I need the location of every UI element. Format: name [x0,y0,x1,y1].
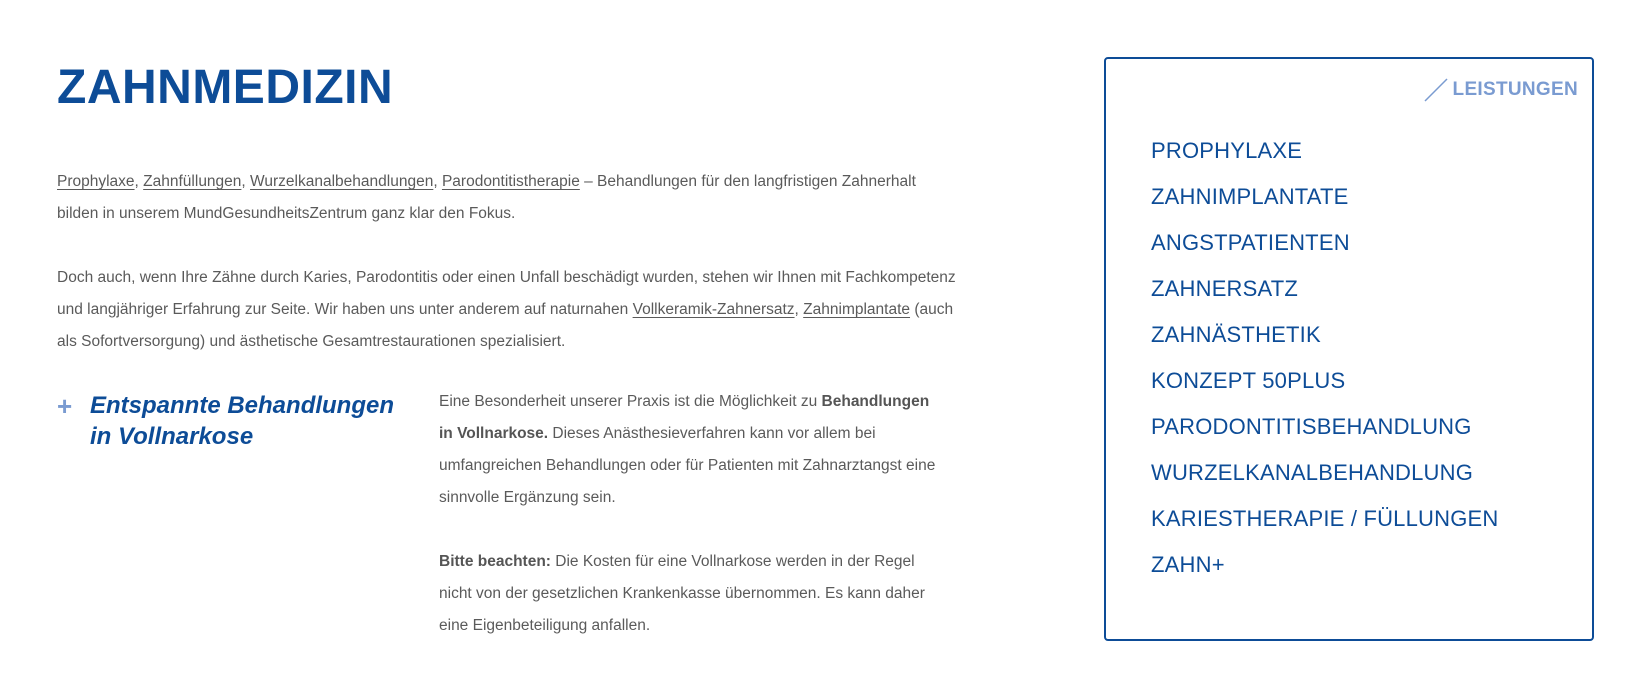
sidebar-item-zahnersatz[interactable]: ZAHNERSATZ [1151,276,1299,301]
intro-paragraph: Prophylaxe, Zahnfüllungen, Wurzelkanalbehandlungen, Parodontitistherapie – Behandlungen für den langfristigen Zahnerhalt bilden in unserem MundGesundheitsZentrum ganz klar den Fokus. [57,173,916,222]
link-zahnfuellungen[interactable]: Zahnfüllungen [143,173,242,190]
plus-icon[interactable]: + [57,391,73,421]
sidebar-item-zahn-plus[interactable]: ZAHN+ [1151,552,1225,577]
section-heading[interactable]: Entspannte Behandlungen in Vollnarkose [90,392,395,450]
sidebar-menu [1151,134,1499,594]
sidebar-item-parodontitisbehandlung[interactable]: PARODONTITISBEHANDLUNG [1151,414,1472,439]
sidebar-item-kariestherapie[interactable]: KARIESTHERAPIE / FÜLLUNGEN [1151,506,1499,531]
sidebar-item-zahnaesthetik[interactable]: ZAHNÄSTHETIK [1151,322,1321,347]
link-prophylaxe[interactable]: Prophylaxe [57,173,135,190]
services-sidebar [1104,57,1594,641]
section-body [439,386,939,642]
cost-note-paragraph: Bitte beachten: Die Kosten für eine Vollnarkose werden in der Regel nicht von der gesetzlichen Krankenkasse übernommen. Es kann daher eine Eigenbeteiligung anfallen. [439,553,925,634]
cost-note-label: Bitte beachten: [439,553,551,570]
anesthesia-paragraph: Eine Besonderheit unserer Praxis ist die Möglichkeit zu Behandlungen in Vollnarkose. Dieses Anästhesieverfahren kann vor allem bei umfangreichen Behandlungen oder für Patienten mit Zahnarztangst eine sinnvolle Ergänzung sein. [439,393,936,506]
sidebar-item-angstpatienten[interactable]: ANGSTPATIENTEN [1151,230,1350,255]
link-parodontitistherapie[interactable]: Parodontitistherapie [441,173,580,190]
sidebar-header [1423,77,1578,103]
link-vollkeramik-zahnersatz[interactable]: Vollkeramik-Zahnersatz [632,301,795,318]
anesthesia-bold: Behandlungen in Vollnarkose. [439,393,930,442]
sidebar-item-prophylaxe[interactable]: PROPHYLAXE [1151,138,1303,163]
intro-text: – Behandlungen für den langfristigen Zahnerhalt bilden in unserem MundGesundheitsZentrum ganz klar den Fokus. [57,173,916,222]
expertise-paragraph: Doch auch, wenn Ihre Zähne durch Karies, Parodontitis oder einen Unfall beschädigt wurden, stehen wir Ihnen mit Fachkompetenz und langjähriger Erfahrung zur Seite. Wir haben uns unter anderem auf naturnahen Vollkeramik-Zahnersatz, Zahnimplantate (auch als Sofortversorgung) und ästhetische Gesamtrestaurationen spezialisiert. [57,269,956,350]
link-wurzelkanalbehandlungen[interactable]: Wurzelkanalbehandlungen [250,173,434,190]
page-title: ZAHNMEDIZIN [57,61,394,114]
sidebar-item-wurzelkanalbehandlung[interactable]: WURZELKANALBEHANDLUNG [1151,460,1474,485]
link-zahnimplantate[interactable]: Zahnimplantate [803,301,911,318]
sidebar-item-zahnimplantate[interactable]: ZAHNIMPLANTATE [1151,184,1349,209]
sidebar-title: LEISTUNGEN [1452,79,1578,100]
sidebar-item-konzept-50plus[interactable]: KONZEPT 50PLUS [1151,368,1346,393]
slash-icon [1423,77,1449,103]
main-content [57,58,957,634]
